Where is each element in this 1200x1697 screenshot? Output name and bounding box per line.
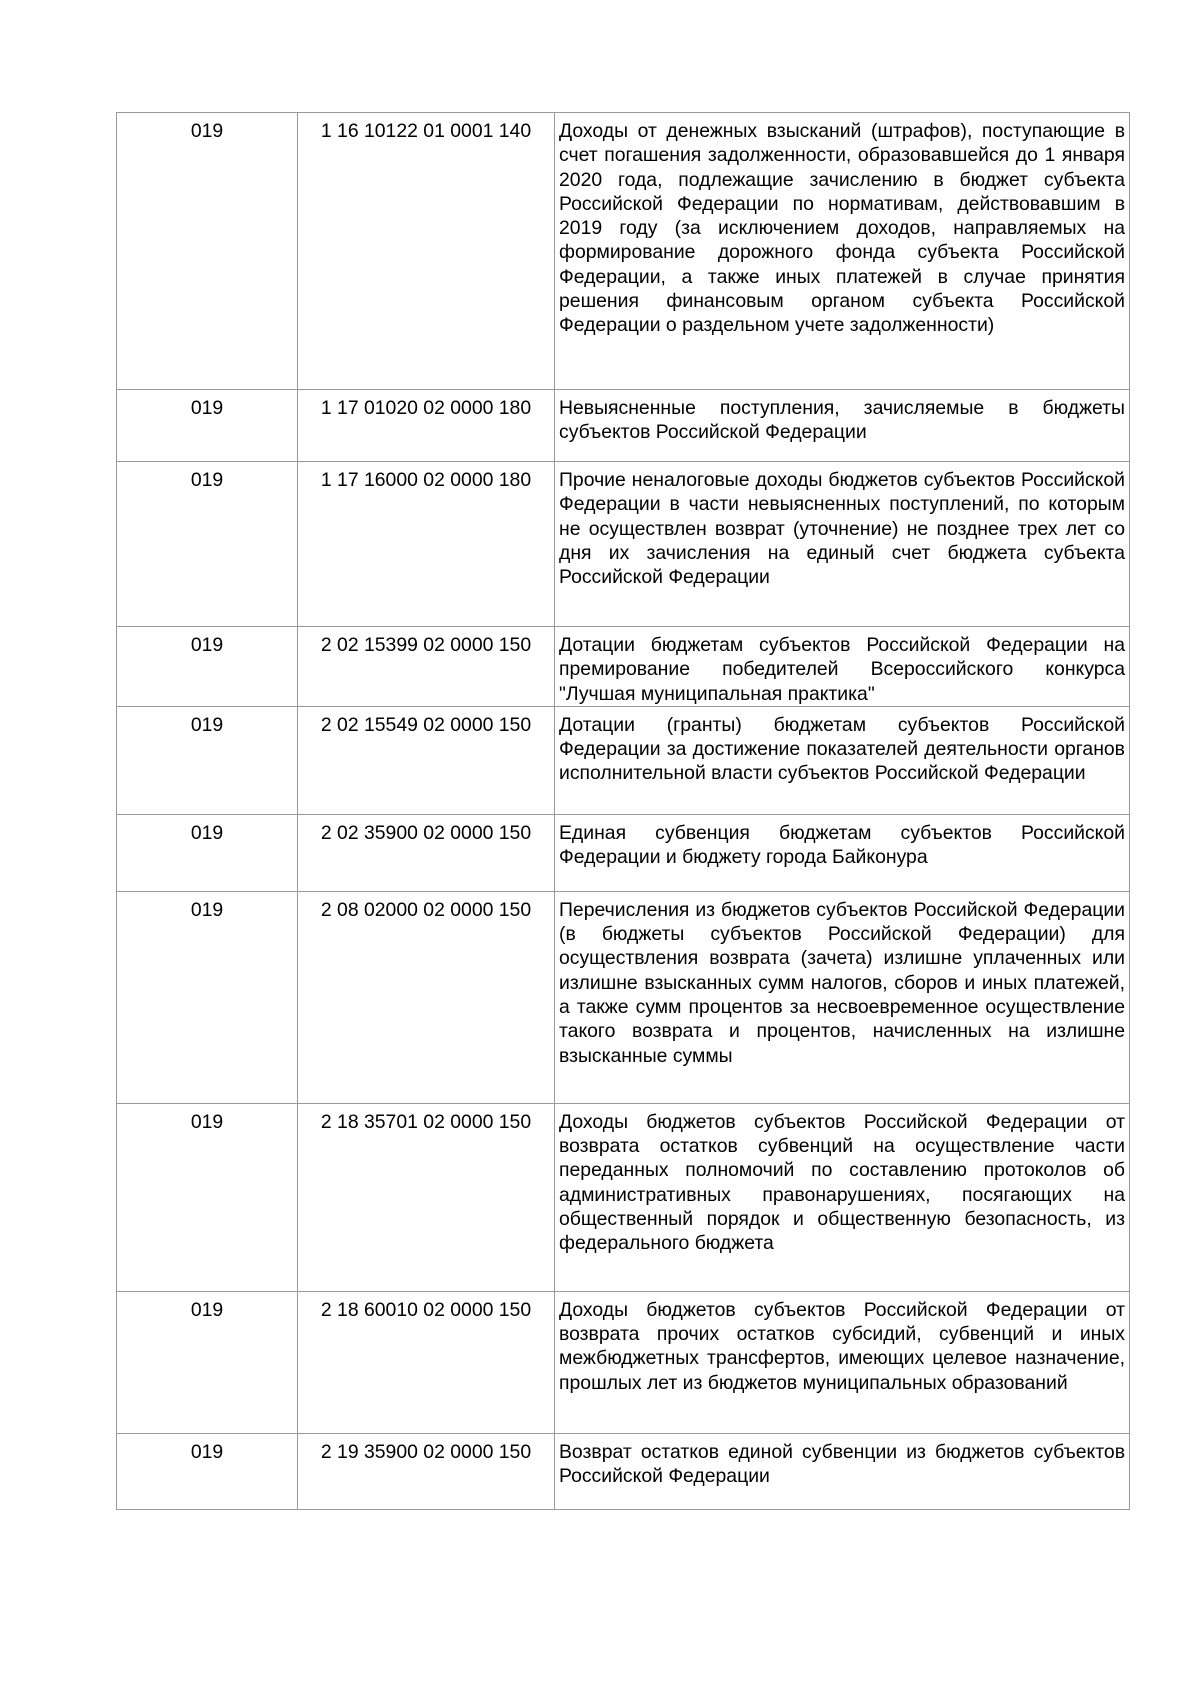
income-name-cell: Доходы от денежных взысканий (штрафов), поступающие в счет погашения задолженности, образовавшейся до 1 января 2020 года, подлежащие зачислению в бюджет субъекта Российской Федерации по нормативам, действовавшим в 2019 году (за исключением доходов, направляемых на формирование дорожного фонда субъекта Российской Федерации, а также иных платежей в случае принятия решения финансовым органом субъекта Российской Федерации о раздельном учете задолженности) [555,113,1130,390]
income-name-cell: Возврат остатков единой субвенции из бюджетов субъектов Российской Федерации [555,1433,1130,1509]
table-row [117,1433,1130,1509]
table-row [117,891,1130,1103]
income-name-cell: Невыясненные поступления, зачисляемые в бюджеты субъектов Российской Федерации [555,390,1130,462]
budget-codes-table [116,112,1130,1510]
table-row [117,390,1130,462]
classification-code-cell: 2 18 60010 02 0000 150 [298,1291,555,1433]
table-row [117,627,1130,707]
income-name-cell: Доходы бюджетов субъектов Российской Федерации от возврата прочих остатков субсидий, субвенций и иных межбюджетных трансфертов, имеющих целевое назначение, прошлых лет из бюджетов муниципальных образований [555,1291,1130,1433]
income-name-cell: Перечисления из бюджетов субъектов Российской Федерации (в бюджеты субъектов Российской Федерации) для осуществления возврата (зачета) излишне уплаченных или излишне взысканных сумм налогов, сборов и иных платежей, а также сумм процентов за несвоевременное осуществление такого возврата и процентов, начисленных на излишне взысканные суммы [555,891,1130,1103]
income-name-cell: Дотации (гранты) бюджетам субъектов Российской Федерации за достижение показателей деятельности органов исполнительной власти субъектов Российской Федерации [555,706,1130,814]
admin-code-cell: 019 [117,462,298,627]
admin-code-cell: 019 [117,390,298,462]
classification-code-cell: 1 17 01020 02 0000 180 [298,390,555,462]
classification-code-cell: 2 18 35701 02 0000 150 [298,1103,555,1291]
table-row [117,1103,1130,1291]
admin-code-cell: 019 [117,1291,298,1433]
classification-code-cell: 2 02 35900 02 0000 150 [298,814,555,891]
classification-code-cell: 1 16 10122 01 0001 140 [298,113,555,390]
table-row [117,814,1130,891]
classification-code-cell: 2 19 35900 02 0000 150 [298,1433,555,1509]
admin-code-cell: 019 [117,113,298,390]
admin-code-cell: 019 [117,1103,298,1291]
admin-code-cell: 019 [117,814,298,891]
classification-code-cell: 1 17 16000 02 0000 180 [298,462,555,627]
classification-code-cell: 2 02 15549 02 0000 150 [298,706,555,814]
admin-code-cell: 019 [117,1433,298,1509]
table-row [117,462,1130,627]
admin-code-cell: 019 [117,706,298,814]
income-name-cell: Единая субвенция бюджетам субъектов Российской Федерации и бюджету города Байконура [555,814,1130,891]
table-row [117,113,1130,390]
admin-code-cell: 019 [117,891,298,1103]
classification-code-cell: 2 08 02000 02 0000 150 [298,891,555,1103]
table-row [117,706,1130,814]
income-name-cell: Дотации бюджетам субъектов Российской Федерации на премирование победителей Всероссийского конкурса "Лучшая муниципальная практика" [555,627,1130,707]
table-row [117,1291,1130,1433]
classification-code-cell: 2 02 15399 02 0000 150 [298,627,555,707]
income-name-cell: Прочие неналоговые доходы бюджетов субъектов Российской Федерации в части невыясненных поступлений, по которым не осуществлен возврат (уточнение) не позднее трех лет со дня их зачисления на единый счет бюджета субъекта Российской Федерации [555,462,1130,627]
income-name-cell: Доходы бюджетов субъектов Российской Федерации от возврата остатков субвенций на осуществление части переданных полномочий по составлению протоколов об административных правонарушениях, посягающих на общественный порядок и общественную безопасность, из федерального бюджета [555,1103,1130,1291]
admin-code-cell: 019 [117,627,298,707]
